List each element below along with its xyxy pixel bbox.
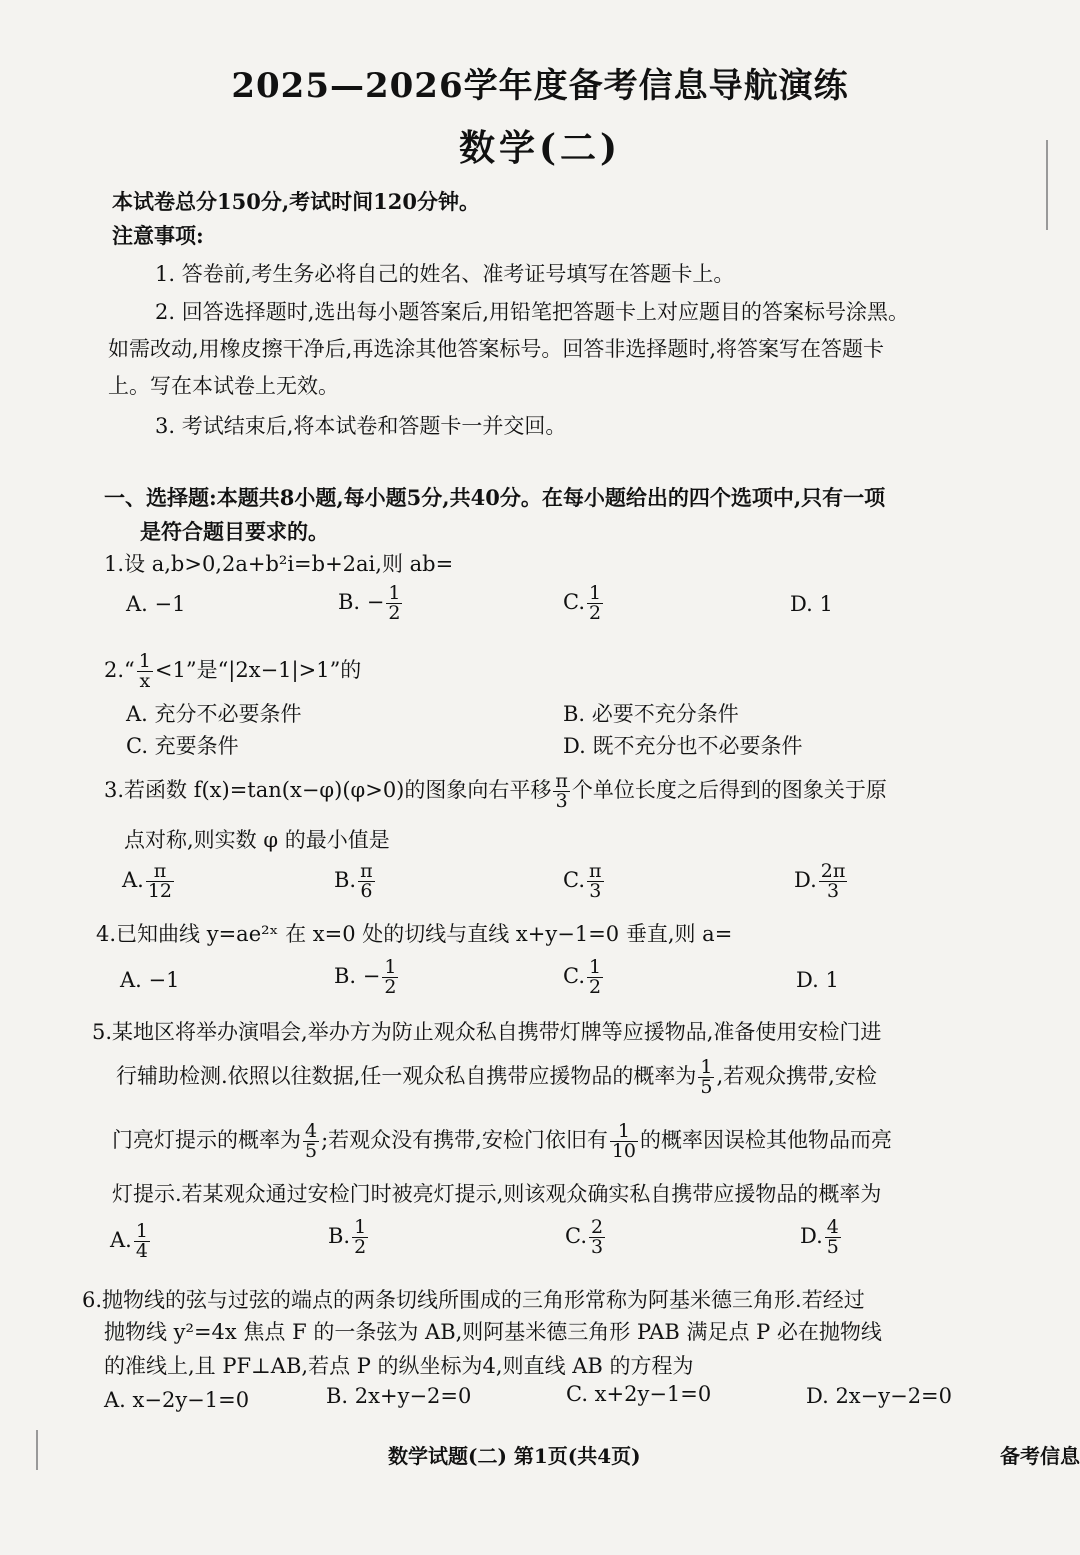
q4-option-a: A. −1 xyxy=(120,968,180,992)
q5-option-d: D. $\frac{4}{5}$ xyxy=(800,1216,839,1258)
scan-mark xyxy=(36,1430,38,1470)
q5-option-c: C. $\frac{2}{3}$ xyxy=(565,1216,604,1258)
note-2-end: 上。写在本试卷上无效。 xyxy=(108,374,339,398)
exam-title: 2025—2026学年度备考信息导航演练 xyxy=(231,66,849,106)
q2-option-c: C. 充要条件 xyxy=(126,734,239,758)
q2-option-a: A. 充分不必要条件 xyxy=(126,702,302,726)
q5-option-b: B. $\frac{1}{2}$ xyxy=(328,1216,367,1258)
section-heading: 一、选择题:本题共8小题,每小题5分,共40分。在每小题给出的四个选项中,只有一项 xyxy=(104,485,886,510)
q2-option-d: D. 既不充分也不必要条件 xyxy=(563,734,803,758)
q5-option-a: A. $\frac{1}{4}$ xyxy=(110,1220,148,1262)
q6-option-b: B. 2x+y−2=0 xyxy=(326,1384,472,1408)
score-line: 本试卷总分150分,考试时间120分钟。 xyxy=(112,189,480,214)
q6-option-d: D. 2x−y−2=0 xyxy=(806,1384,953,1408)
q4-stem: 4.已知曲线 y=ae²ˣ 在 x=0 处的切线与直线 x+y−1=0 垂直,则 a= xyxy=(96,922,733,946)
q5-line-2: 行辅助检测.依照以往数据,任一观众私自携带应援物品的概率为 $\frac{1}{5}$ ,若观众携带,安检 xyxy=(116,1056,877,1098)
scan-mark xyxy=(1046,140,1048,230)
q1-option-c: C. $\frac{1}{2}$ xyxy=(563,582,602,624)
footer-brand: 备考信息 xyxy=(1000,1444,1080,1468)
q2-stem: 2.“ $\frac{1}{x}$ <1”是“|2x−1|>1”的 xyxy=(104,650,362,692)
q6-line-3: 的准线上,且 PF⊥AB,若点 P 的纵坐标为4,则直线 AB 的方程为 xyxy=(104,1354,694,1378)
notes-heading: 注意事项: xyxy=(112,223,204,248)
q1-stem: 1.设 a,b>0,2a+b²i=b+2ai,则 ab= xyxy=(104,552,454,576)
q2-option-b: B. 必要不充分条件 xyxy=(563,702,739,726)
q1-option-a: A. −1 xyxy=(126,592,186,616)
q5-line-3: 门亮灯提示的概率为 $\frac{4}{5}$ ;若观众没有携带,安检门依旧有 $\frac{1}{10}$ 的概率因误检其他物品而亮 xyxy=(112,1120,893,1162)
q3-stem-cont: 点对称,则实数 φ 的最小值是 xyxy=(124,828,390,852)
note-3: 3. 考试结束后,将本试卷和答题卡一并交回。 xyxy=(155,414,567,438)
q3-option-c: C. $\frac{\pi}{3}$ xyxy=(563,860,602,902)
q4-option-c: C. $\frac{1}{2}$ xyxy=(563,956,602,998)
q6-line-2: 抛物线 y²=4x 焦点 F 的一条弦为 AB,则阿基米德三角形 PAB 满足点 P 必在抛物线 xyxy=(104,1320,882,1344)
q1-option-b: B. − $\frac{1}{2}$ xyxy=(338,582,401,624)
q1-option-d: D. 1 xyxy=(790,592,833,616)
q5-line-4: 灯提示.若某观众通过安检门时被亮灯提示,则该观众确实私自携带应援物品的概率为 xyxy=(112,1182,882,1206)
note-2: 2. 回答选择题时,选出每小题答案后,用铅笔把答题卡上对应题目的答案标号涂黑。 xyxy=(155,300,910,324)
page-footer: 数学试题(二) 第1页(共4页) xyxy=(388,1444,641,1468)
q6-option-a: A. x−2y−1=0 xyxy=(104,1388,250,1412)
q3-stem: 3.若函数 f(x)=tan(x−φ)(φ>0)的图象向右平移 $\frac{\pi}{3}$ 个单位长度之后得到的图象关于原 xyxy=(104,770,887,812)
q3-option-d: D. $\frac{2\pi}{3}$ xyxy=(794,860,846,902)
q6-option-c: C. x+2y−1=0 xyxy=(566,1382,712,1406)
q6-line-1: 6.抛物线的弦与过弦的端点的两条切线所围成的三角形常称为阿基米德三角形.若经过 xyxy=(82,1288,865,1312)
q3-option-b: B. $\frac{\pi}{6}$ xyxy=(334,860,373,902)
note-2-cont: 如需改动,用橡皮擦干净后,再选涂其他答案标号。回答非选择题时,将答案写在答题卡 xyxy=(108,337,885,361)
section-heading-cont: 是符合题目要求的。 xyxy=(140,519,329,544)
note-1: 1. 答卷前,考生务必将自己的姓名、准考证号填写在答题卡上。 xyxy=(155,262,735,286)
q4-option-d: D. 1 xyxy=(796,968,839,992)
q4-option-b: B. − $\frac{1}{2}$ xyxy=(334,956,397,998)
q3-option-a: A. $\frac{\pi}{12}$ xyxy=(122,860,173,902)
q5-line-1: 5.某地区将举办演唱会,举办方为防止观众私自携带灯牌等应援物品,准备使用安检门进 xyxy=(92,1020,882,1044)
exam-subtitle: 数学(二) xyxy=(458,127,622,169)
